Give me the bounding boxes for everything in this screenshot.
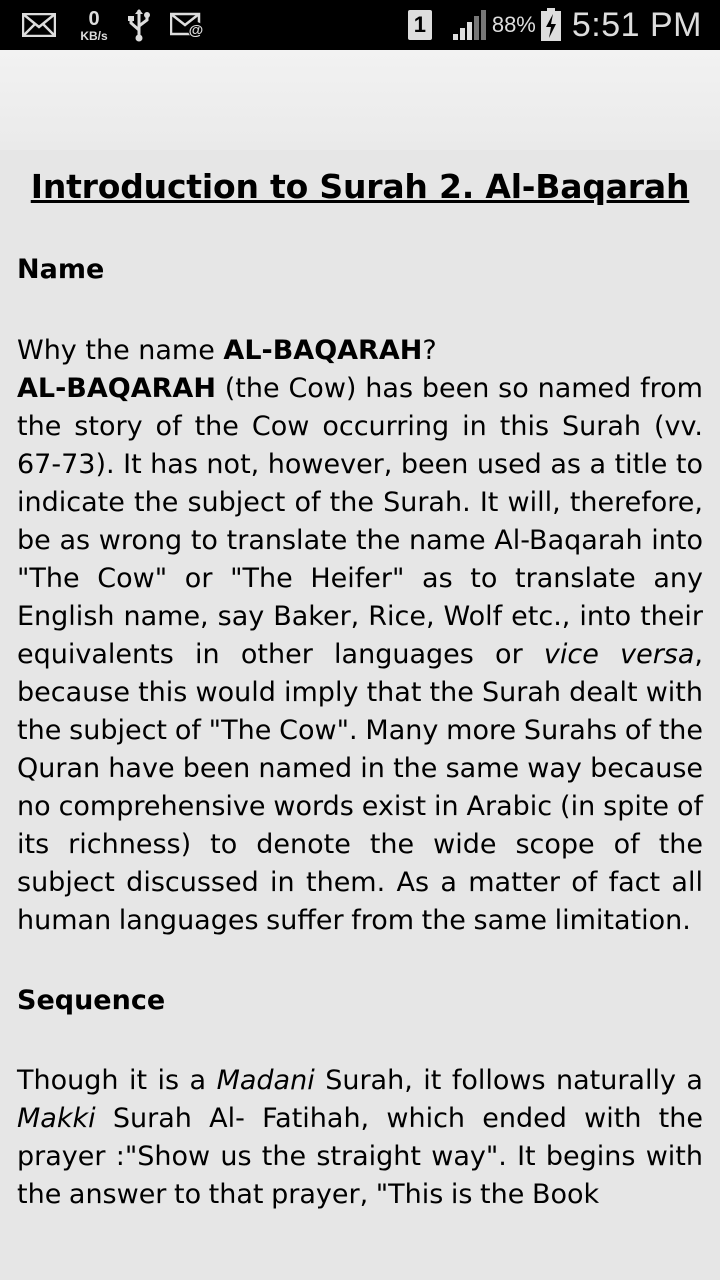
sequence-paragraph — [17, 1062, 703, 1214]
network-speed-indicator — [74, 9, 114, 42]
question-prefix: Why the name — [17, 335, 224, 366]
name-paragraph — [17, 370, 703, 940]
clock: 5:51 PM — [571, 5, 702, 44]
section-heading-sequence: Sequence — [17, 985, 166, 1016]
app-action-bar — [0, 50, 720, 150]
mail-icon — [22, 13, 56, 37]
p2-italic-makki: Makki — [17, 1103, 96, 1134]
usb-icon — [126, 8, 152, 42]
p1-italic: vice versa — [543, 639, 695, 670]
p2-text-c: Surah Al- Fatihah, which ended with the prayer :"Show us the straight way". It begins with the answer to that prayer, "This is the Book — [17, 1103, 703, 1210]
name-question — [17, 332, 703, 370]
status-bar — [0, 0, 720, 50]
svg-text:@: @ — [188, 22, 204, 38]
p2-text-a: Though it is a — [17, 1065, 217, 1096]
p1-text-b: , because this would imply that the Surah dealt with the subject of "The Cow". Many more Surahs of the Quran have been named in the same way because no comprehensive words exist in Arabic (in spite of its richness) to denote the wide scope of the subject discussed in them. As a matter of fact all human languages suffer from the same limitation. — [17, 639, 703, 936]
p2-text-b: Surah, it follows naturally a — [314, 1065, 703, 1096]
section-heading-name: Name — [17, 254, 105, 285]
battery-percent: 88% — [491, 12, 536, 37]
email-at-icon — [170, 12, 206, 38]
signal-icon — [452, 10, 486, 40]
p1-text-a: (the Cow) has been so named from the story of the Cow occurring in this Surah (vv. 67-73). It has not, however, been used as a title to indicate the subject of the Surah. It will, therefore, be as wrong to translate the name Al-Baqarah into "The Cow" or "The Heifer" as to translate any English name, say Baker, Rice, Wolf etc., into their equivalents in other languages or — [17, 373, 703, 670]
p1-bold: AL-BAQARAH — [17, 373, 216, 404]
p2-italic-madani: Madani — [216, 1065, 315, 1096]
network-speed-value: 0 — [88, 7, 100, 30]
question-bold: AL-BAQARAH — [223, 335, 423, 366]
sim-slot-badge: 1 — [408, 10, 432, 40]
question-suffix: ? — [422, 335, 437, 366]
network-speed-unit: KB/s — [80, 28, 108, 43]
status-bar-left — [0, 0, 206, 50]
article-content[interactable] — [0, 150, 720, 1214]
status-bar-right — [408, 0, 720, 50]
battery-charging-icon — [540, 8, 562, 42]
article-title: Introduction to Surah 2. Al-Baqarah — [30, 167, 690, 206]
